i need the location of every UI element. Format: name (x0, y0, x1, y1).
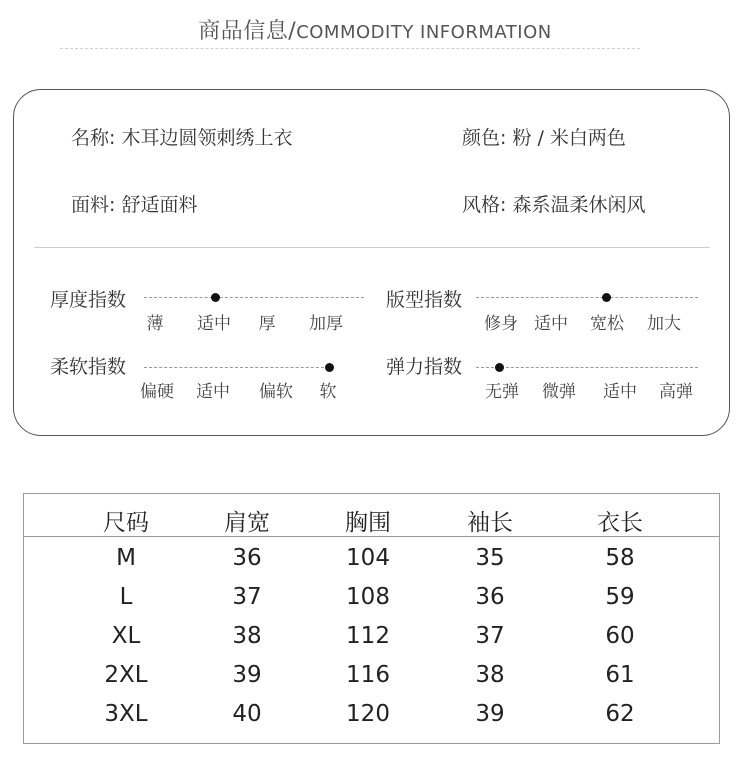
scale-option: 无弹 (485, 382, 519, 402)
table-cell: 39 (232, 662, 262, 688)
table-cell: 108 (346, 584, 390, 610)
table-cell: M (116, 545, 136, 571)
scale-option: 软 (319, 382, 337, 402)
scale-option: 薄 (146, 314, 164, 334)
scale-marker (495, 363, 504, 372)
table-cell: 38 (232, 623, 262, 649)
header-cell-shoulder: 肩宽 (224, 510, 270, 536)
scale-option: 适中 (534, 314, 568, 334)
product-color: 颜色: 粉 / 米白两色 (462, 127, 626, 149)
header-cell-size: 尺码 (103, 510, 149, 536)
table-cell: 60 (605, 623, 635, 649)
scale-option: 适中 (603, 382, 637, 402)
scale-label: 弹力指数 (386, 356, 463, 378)
scale-option: 适中 (197, 314, 231, 334)
table-cell: 59 (605, 584, 635, 610)
table-cell: 39 (475, 701, 505, 727)
title-en: COMMODITY INFORMATION (296, 22, 552, 43)
table-cell: 40 (232, 701, 262, 727)
size-chart-table (23, 493, 720, 744)
table-cell: 61 (605, 662, 635, 688)
table-cell: L (119, 584, 133, 610)
scale-track (144, 297, 364, 298)
product-fabric: 面料: 舒适面料 (71, 194, 198, 216)
scale-label: 厚度指数 (50, 289, 127, 311)
scale-option: 高弹 (659, 382, 693, 402)
scale-track (476, 297, 698, 298)
table-cell: 112 (346, 623, 390, 649)
scale-option: 厚 (258, 314, 276, 334)
scale-option: 微弹 (542, 382, 576, 402)
header-cell-sleeve: 袖长 (467, 510, 513, 536)
table-cell: 62 (605, 701, 635, 727)
table-cell: 3XL (104, 701, 148, 727)
table-header-divider (24, 536, 719, 537)
scale-marker (211, 293, 220, 302)
scale-track (144, 367, 334, 368)
table-cell: 36 (232, 545, 262, 571)
table-cell: 104 (346, 545, 390, 571)
table-cell: 2XL (104, 662, 148, 688)
header-cell-bust: 胸围 (345, 510, 391, 536)
title-cn: 商品信息/ (198, 19, 297, 44)
scale-option: 偏硬 (140, 382, 174, 402)
page-title (0, 14, 750, 45)
table-cell: 120 (346, 701, 390, 727)
scale-label: 版型指数 (386, 289, 463, 311)
product-style: 风格: 森系温柔休闲风 (462, 194, 646, 216)
table-cell: 36 (475, 584, 505, 610)
product-name: 名称: 木耳边圆领刺绣上衣 (71, 127, 293, 149)
scale-label: 柔软指数 (50, 356, 127, 378)
table-cell: 58 (605, 545, 635, 571)
table-cell: 37 (232, 584, 262, 610)
table-cell: 116 (346, 662, 390, 688)
table-cell: 38 (475, 662, 505, 688)
scale-marker (602, 293, 611, 302)
title-divider (60, 48, 640, 49)
scale-marker (325, 363, 334, 372)
product-info-panel (13, 89, 730, 436)
scale-option: 宽松 (590, 314, 624, 334)
table-cell: XL (111, 623, 141, 649)
scale-track (476, 367, 698, 368)
scale-option: 偏软 (259, 382, 293, 402)
table-cell: 35 (475, 545, 505, 571)
header-cell-length: 衣长 (597, 510, 643, 536)
scale-option: 修身 (484, 314, 518, 334)
scale-option: 加厚 (309, 314, 343, 334)
info-divider (34, 247, 710, 248)
scale-option: 适中 (196, 382, 230, 402)
scale-option: 加大 (647, 314, 681, 334)
table-cell: 37 (475, 623, 505, 649)
